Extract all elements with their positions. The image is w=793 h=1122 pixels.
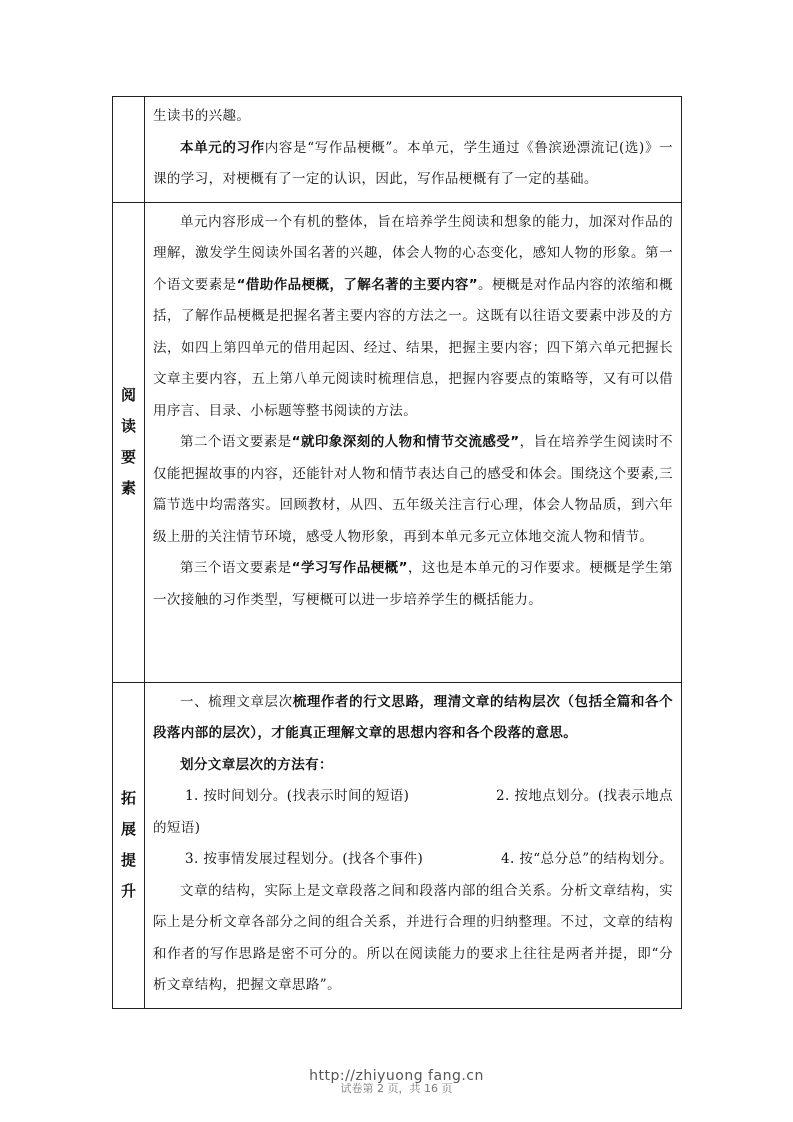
row-label-extension [113,682,145,1008]
page-number: 试卷第 2 页，共 16 页 [340,1082,453,1095]
watermark-url: http://zhiyuong fang.cn [309,1068,484,1084]
paragraph-writing-task: 本单元的习作内容是“写作品梗概”。本单元，学生通过《鲁滨逊漂流记(选)》一课的学习，对梗概有了一定的认识，因此，写作品梗概有了一定的基础。 [153,139,673,187]
paragraph-interest: 生读书的兴趣。 [153,108,251,124]
method-time: 1. 按时间划分。(找表示时间的短语) [185,788,410,804]
paragraph-element-two: 第二个语文要素是“就印象深刻的人物和情节交流感受”，旨在培养学生阅读时不仅能把握故事的内容，还能针对人物和情节表达自己的感受和体会。围绕这个要素,三篇节选中均需落实。回顾教材，从四、五年级关注言行心理，体会人物品质，到六年级上册的关注情节环境，感受人物形象，再到本单元多元立体地交流人物和情节。 [153,434,673,545]
method-place: 2. 按地点划分。(找表示地点 [496,788,673,804]
paragraph-structure-explain: 文章的结构，实际上是文章段落之间和段落内部的组合关系。分析文章结构，实际上是分析文章各部分之间的组合关系，并进行合理的归纳整理。不过，文章的结构和作者的写作思路是密不可分的。所以在阅读能力的要求上往往是两者并提，即“分析文章结构，把握文章思路”。 [153,882,673,993]
methods-row-1 [153,781,673,813]
paragraph-element-one: 单元内容形成一个有机的整体，旨在培养学生阅读和想象的能力，加深对作品的理解，激发学生阅读外国名著的兴趣，体会人物的心态变化，感知人物的形象。第一个语文要素是“借助作品梗概，了解名著的主要内容”。梗概是对作品内容的浓缩和概括，了解作品梗概是把握名著主要内容的方法之一。这既有以往语文要素中涉及的方法，如四上第四单元的借用起因、经过、结果，把握主要内容；四下第六单元把握长文章主要内容，五上第八单元阅读时梳理信息，把握内容要点的策略等，又有可以借用序言、目录、小标题等整书阅读的方法。 [153,213,673,419]
lesson-plan-table [112,96,682,1009]
method-total-part: 4. 按“总分总”的结构划分。 [501,851,673,867]
methods-row-2 [153,844,673,876]
label-extension: 拓 展 提 升 [120,789,136,900]
method-events: 3. 按事情发展过程划分。(找各个事件) [185,851,424,867]
method-place-cont: 的短语) [153,819,201,836]
row-content-writing [145,97,682,203]
row-content-reading [145,202,682,682]
row-content-extension [145,682,682,1008]
table-row-reading-elements [113,202,682,682]
table-row-extension [113,682,682,1008]
bold-lead: 本单元的习作 [180,139,265,156]
paragraph-element-three: 第三个语文要素是“学习写作品梗概”，这也是本单元的习作要求。梗概是学生第一次接触的习作类型，写梗概可以进一步培养学生的概括能力。 [153,560,673,608]
paragraph-structure-heading: 一、梳理文章层次梳理作者的行文思路，理清文章的结构层次（包括全篇和各个段落内部的层次），才能真正理解文章的思想内容和各个段落的意思。 [153,693,673,741]
label-reading-elements: 阅 读 要 素 [120,386,136,497]
row-label-empty [113,97,145,203]
row-label-reading [113,202,145,682]
page-footer [0,1068,793,1096]
paragraph-methods-title: 划分文章层次的方法有： [180,756,333,773]
table-row-continuation [113,97,682,203]
